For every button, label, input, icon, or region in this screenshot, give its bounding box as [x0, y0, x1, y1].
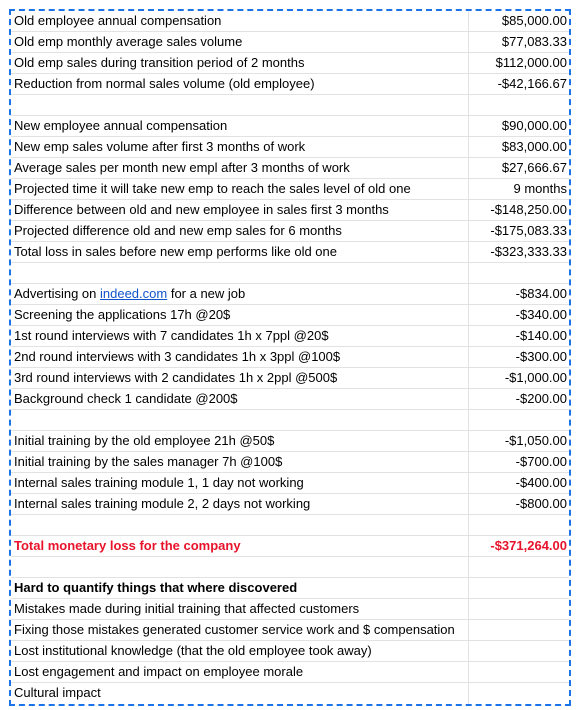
cell-label[interactable]: Reduction from normal sales volume (old employee) [11, 74, 469, 94]
cell-label[interactable] [11, 284, 469, 304]
cell-label[interactable]: Lost institutional knowledge (that the old employee took away) [11, 641, 469, 661]
table-row[interactable] [11, 221, 569, 242]
cell-label[interactable] [11, 557, 469, 577]
cell-value[interactable]: -$834.00 [515, 286, 567, 301]
cell-label[interactable]: Projected time it will take new emp to reach the sales level of old one [11, 179, 469, 199]
cell-label[interactable]: Internal sales training module 2, 2 days not working [11, 494, 469, 514]
table-row[interactable] [11, 116, 569, 137]
table-row[interactable] [11, 347, 569, 368]
label-prefix: Advertising on [14, 286, 100, 301]
empty-row[interactable] [11, 515, 569, 536]
cell-value[interactable] [469, 578, 569, 598]
table-row[interactable] [11, 137, 569, 158]
cell-label[interactable]: Mistakes made during initial training that affected customers [11, 599, 469, 619]
cell-label[interactable]: Difference between old and new employee in sales first 3 months [11, 200, 469, 220]
cell-label[interactable]: Old emp sales during transition period of 2 months [11, 53, 469, 73]
table-row[interactable] [11, 641, 569, 662]
cell-label[interactable]: Background check 1 candidate @200$ [11, 389, 469, 409]
table-row[interactable] [11, 620, 569, 641]
cell-value[interactable]: -$175,083.33 [490, 223, 567, 238]
cell-label[interactable]: Fixing those mistakes generated customer service work and $ compensation [11, 620, 469, 640]
cell-value[interactable] [469, 641, 569, 661]
table-row[interactable] [11, 53, 569, 74]
table-row[interactable] [11, 494, 569, 515]
table-row[interactable] [11, 242, 569, 263]
table-row[interactable] [11, 473, 569, 494]
cell-value[interactable]: -$700.00 [515, 454, 567, 469]
indeed-link[interactable]: indeed.com [100, 286, 168, 301]
cell-label[interactable]: Total loss in sales before new emp performs like old one [11, 242, 469, 262]
cell-label[interactable] [11, 95, 469, 115]
cell-value[interactable] [469, 95, 569, 115]
label-suffix: for a new job [167, 286, 246, 301]
cell-value[interactable]: -$323,333.33 [490, 244, 567, 259]
cell-label[interactable]: 1st round interviews with 7 candidates 1h x 7ppl @20$ [11, 326, 469, 346]
cell-value[interactable] [469, 557, 569, 577]
cell-label[interactable]: Old emp monthly average sales volume [11, 32, 469, 52]
table-row[interactable] [11, 431, 569, 452]
table-row[interactable] [11, 32, 569, 53]
cell-label[interactable]: New employee annual compensation [11, 116, 469, 136]
section-heading-row[interactable] [11, 578, 569, 599]
cell-value[interactable]: $90,000.00 [501, 118, 567, 133]
cell-value[interactable]: -$140.00 [515, 328, 567, 343]
cell-value[interactable]: $77,083.33 [501, 34, 567, 49]
cell-label[interactable]: Old employee annual compensation [11, 11, 469, 31]
cell-label[interactable] [11, 515, 469, 535]
cell-value[interactable]: -$1,000.00 [504, 370, 567, 385]
cell-value[interactable]: $85,000.00 [501, 13, 567, 28]
cell-value[interactable]: -$800.00 [515, 496, 567, 511]
total-value[interactable]: -$371,264.00 [490, 538, 567, 553]
spreadsheet-selection[interactable] [9, 9, 571, 706]
cell-value[interactable]: -$1,050.00 [504, 433, 567, 448]
table-row[interactable] [11, 158, 569, 179]
cell-label[interactable]: Cultural impact [11, 683, 469, 704]
table-row[interactable] [11, 389, 569, 410]
cell-value[interactable] [469, 620, 569, 640]
cell-label[interactable]: Initial training by the sales manager 7h @100$ [11, 452, 469, 472]
cell-label[interactable]: Initial training by the old employee 21h @50$ [11, 431, 469, 451]
table-row[interactable] [11, 368, 569, 389]
cell-value[interactable]: -$340.00 [515, 307, 567, 322]
table-row[interactable] [11, 662, 569, 683]
table-row[interactable] [11, 11, 569, 32]
empty-row[interactable] [11, 557, 569, 578]
section-heading[interactable]: Hard to quantify things that where discovered [11, 578, 469, 598]
cell-label[interactable]: Lost engagement and impact on employee morale [11, 662, 469, 682]
total-row[interactable] [11, 536, 569, 557]
cell-label[interactable]: New emp sales volume after first 3 months of work [11, 137, 469, 157]
cell-value[interactable]: $112,000.00 [495, 55, 567, 70]
table-row[interactable] [11, 452, 569, 473]
cell-value[interactable] [469, 599, 569, 619]
cell-value[interactable]: -$42,166.67 [497, 76, 567, 91]
cell-label[interactable]: Average sales per month new empl after 3 months of work [11, 158, 469, 178]
cell-label[interactable]: Projected difference old and new emp sales for 6 months [11, 221, 469, 241]
cell-label[interactable] [11, 410, 469, 430]
table-row[interactable] [11, 284, 569, 305]
cell-value[interactable] [469, 662, 569, 682]
cell-value[interactable]: -$400.00 [515, 475, 567, 490]
table-row[interactable] [11, 179, 569, 200]
cell-value[interactable]: $83,000.00 [501, 139, 567, 154]
cell-label[interactable]: Internal sales training module 1, 1 day not working [11, 473, 469, 493]
cell-label[interactable]: 3rd round interviews with 2 candidates 1h x 2ppl @500$ [11, 368, 469, 388]
cell-value[interactable] [469, 683, 569, 704]
cell-label[interactable]: 2nd round interviews with 3 candidates 1h x 3ppl @100$ [11, 347, 469, 367]
cell-value[interactable] [469, 515, 569, 535]
empty-row[interactable] [11, 95, 569, 116]
cell-label[interactable]: Screening the applications 17h @20$ [11, 305, 469, 325]
cell-value[interactable]: -$300.00 [515, 349, 567, 364]
cell-value[interactable]: -$148,250.00 [490, 202, 567, 217]
table-row[interactable] [11, 200, 569, 221]
table-row[interactable] [11, 599, 569, 620]
empty-row[interactable] [11, 410, 569, 431]
empty-row[interactable] [11, 263, 569, 284]
cell-value[interactable] [469, 263, 569, 283]
table-row[interactable] [11, 74, 569, 95]
cell-value[interactable]: $27,666.67 [501, 160, 567, 175]
total-label[interactable]: Total monetary loss for the company [11, 536, 469, 556]
table-row[interactable] [11, 683, 569, 704]
cell-label[interactable] [11, 263, 469, 283]
cell-value[interactable]: -$200.00 [515, 391, 567, 406]
cell-value[interactable]: 9 months [513, 181, 567, 196]
table-row[interactable] [11, 305, 569, 326]
cell-value[interactable] [469, 410, 569, 430]
table-row[interactable] [11, 326, 569, 347]
